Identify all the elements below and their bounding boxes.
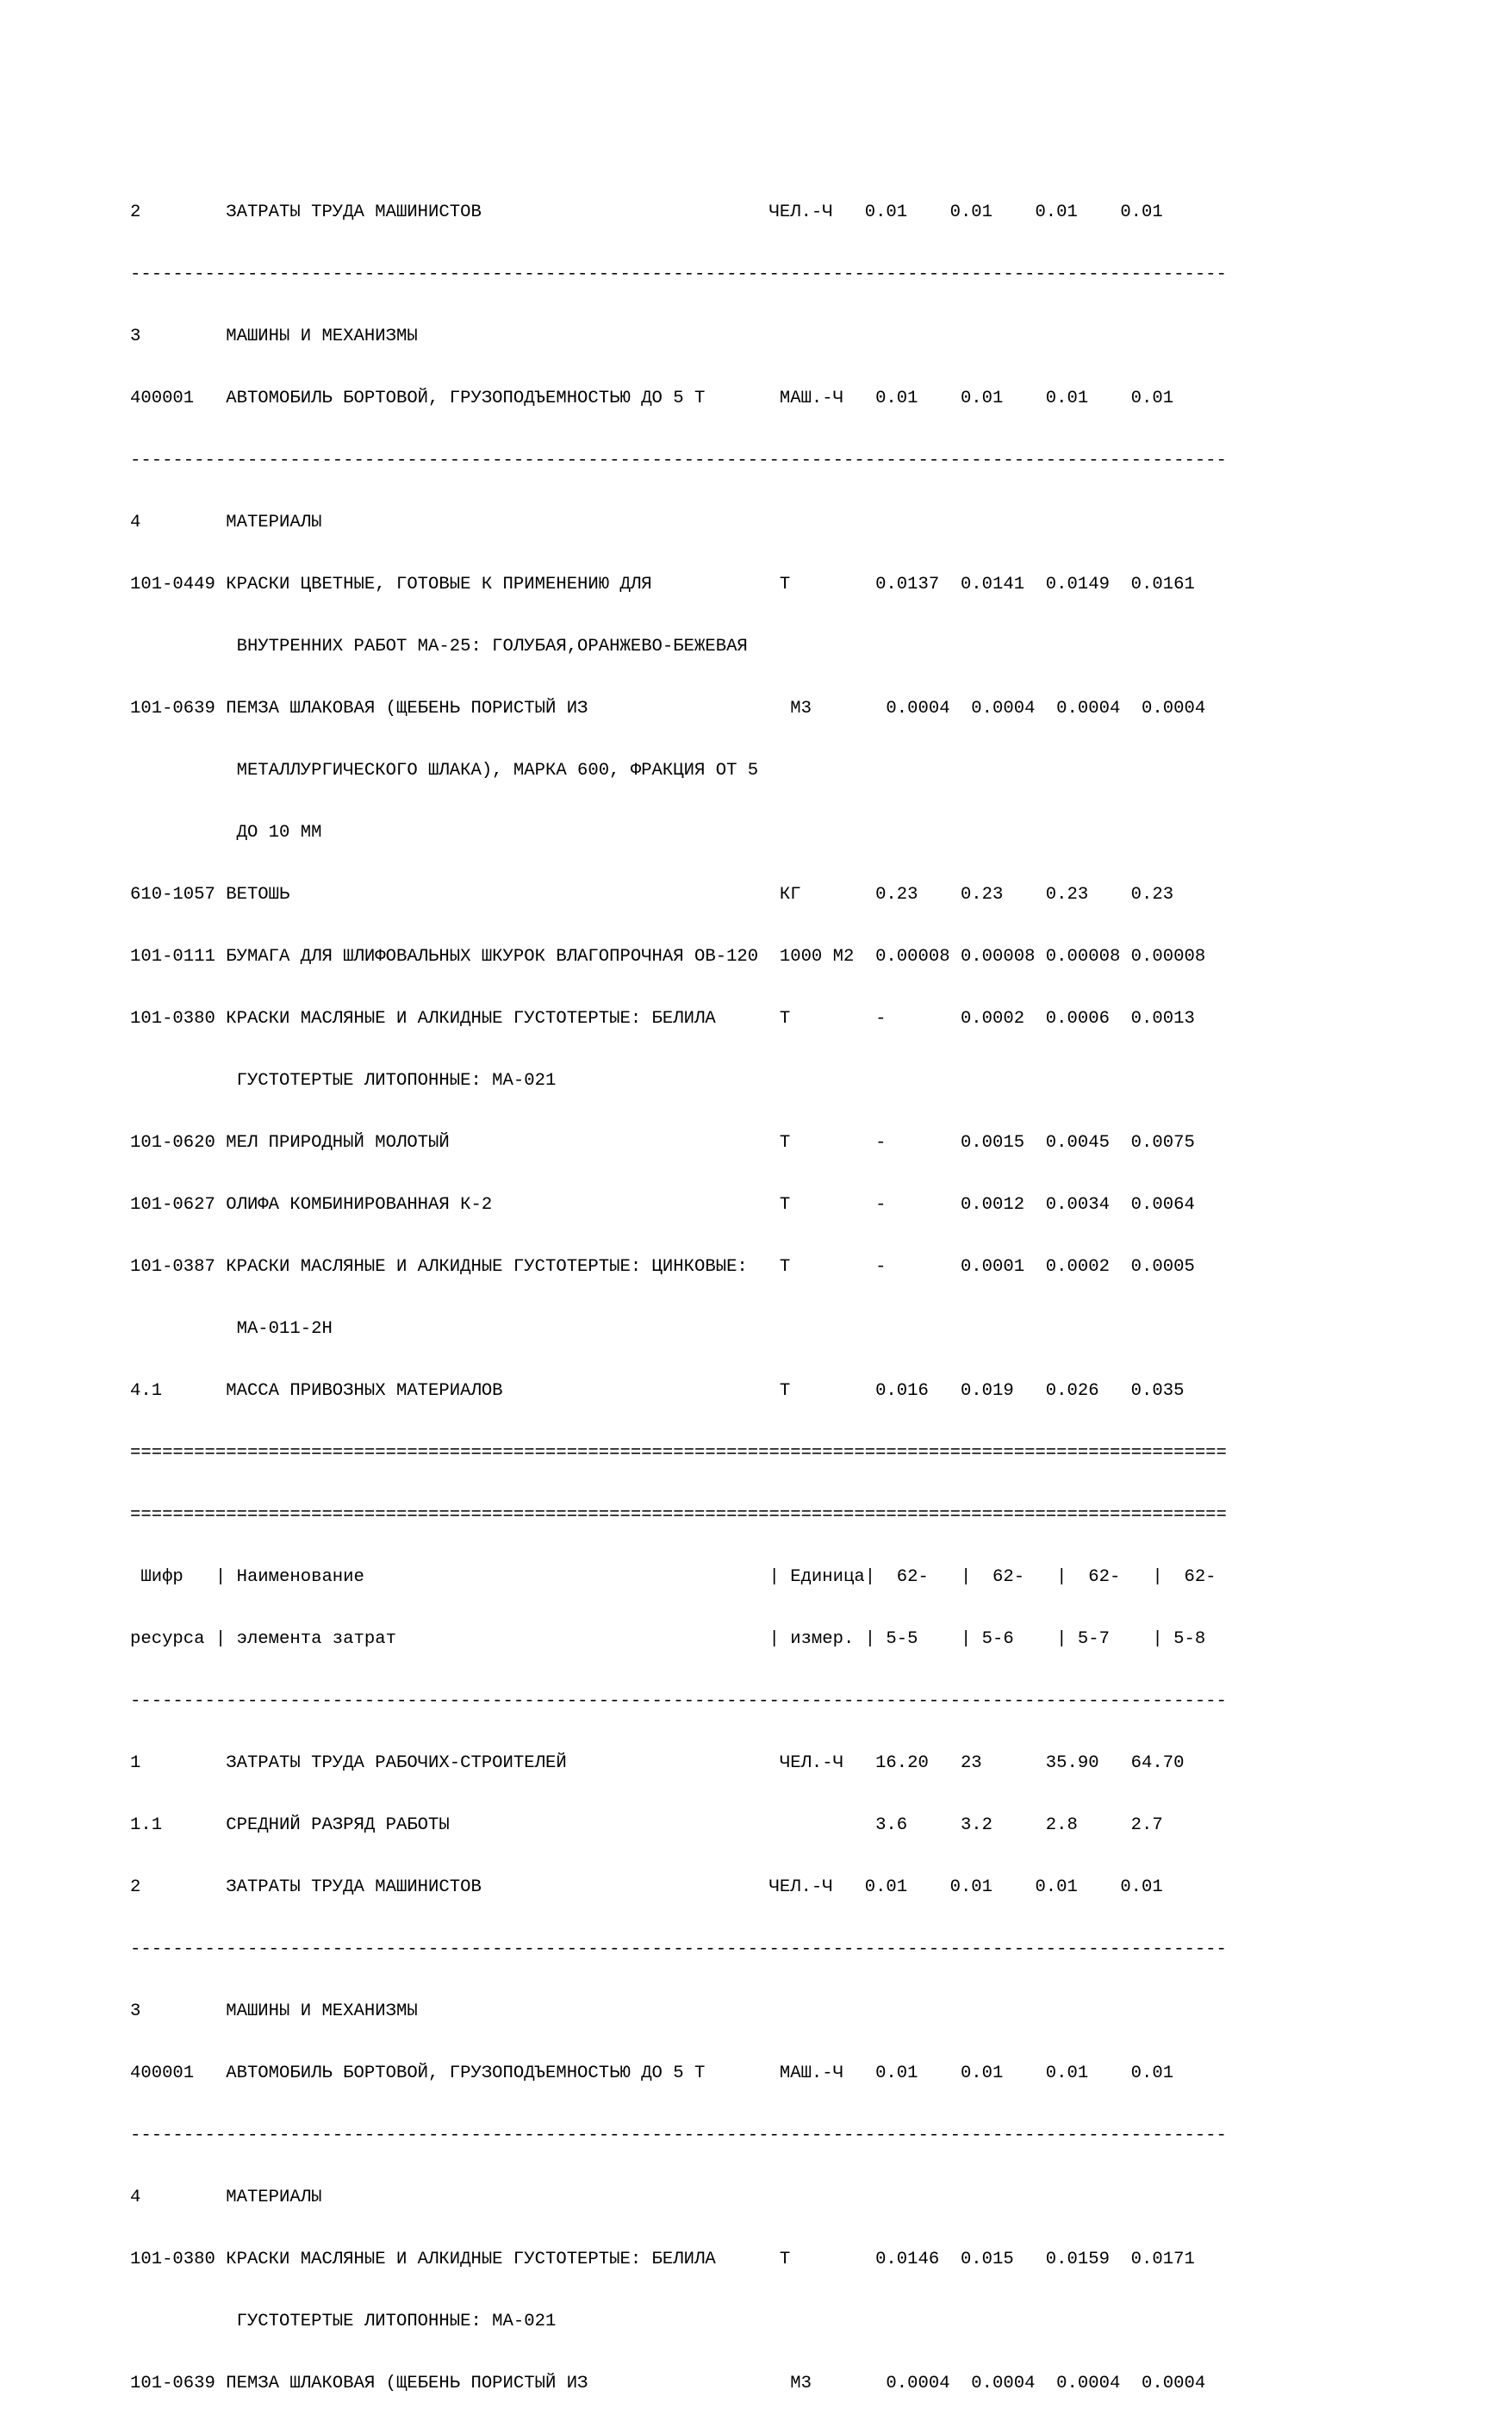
row-truck: 400001 АВТОМОБИЛЬ БОРТОВОЙ, ГРУЗОПОДЪЕМНОСТЬЮ ДО 5 Т МАШ.-Ч 0.01 0.01 0.01 0.01 [130,2063,1174,2083]
row-material: 101-0627 ОЛИФА КОМБИНИРОВАННАЯ К-2 Т - 0.0012 0.0034 0.0064 [130,1195,1195,1215]
row-material-continuation: ДО 10 ММ [130,823,322,843]
separator-dashed: ------------------------------------------------------------------------------------------------------- [130,451,1227,470]
separator-double: ======================================================================================================= [130,1443,1227,1463]
separator-dashed: ------------------------------------------------------------------------------------------------------- [130,1939,1227,1959]
row-material: 101-0111 БУМАГА ДЛЯ ШЛИФОВАЛЬНЫХ ШКУРОК ВЛАГОПРОЧНАЯ ОВ-120 1000 М2 0.00008 0.00008 0.00008 0.00008 [130,947,1206,967]
separator-double: ======================================================================================================= [130,1505,1227,1525]
row-machinists-labor: 2 ЗАТРАТЫ ТРУДА МАШИНИСТОВ ЧЕЛ.-Ч 0.01 0.01 0.01 0.01 [130,202,1163,222]
row-material: 101-0639 ПЕМЗА ШЛАКОВАЯ (ЩЕБЕНЬ ПОРИСТЫЙ ИЗ М3 0.0004 0.0004 0.0004 0.0004 [130,699,1206,719]
row-material-continuation: ВНУТРЕННИХ РАБОТ МА-25: ГОЛУБАЯ,ОРАНЖЕВО-БЕЖЕВАЯ [130,637,748,657]
section-machines: 3 МАШИНЫ И МЕХАНИЗМЫ [130,327,418,346]
section-materials: 4 МАТЕРИАЛЫ [130,513,322,532]
row-material: 101-0380 КРАСКИ МАСЛЯНЫЕ И АЛКИДНЫЕ ГУСТОТЕРТЫЕ: БЕЛИЛА Т - 0.0002 0.0006 0.0013 [130,1009,1195,1029]
row-material-continuation: ГУСТОТЕРТЫЕ ЛИТОПОННЫЕ: МА-021 [130,1071,557,1091]
row-material: 101-0620 МЕЛ ПРИРОДНЫЙ МОЛОТЫЙ Т - 0.0015 0.0045 0.0075 [130,1133,1195,1153]
row-material-continuation: МЕТАЛЛУРГИЧЕСКОГО ШЛАКА), МАРКА 600, ФРАКЦИЯ ОТ 5 [130,761,759,781]
section-machines: 3 МАШИНЫ И МЕХАНИЗМЫ [130,2001,418,2021]
separator-dashed: ------------------------------------------------------------------------------------------------------- [130,265,1227,284]
separator-dashed: ------------------------------------------------------------------------------------------------------- [130,1691,1227,1711]
row-material: 101-0449 КРАСКИ ЦВЕТНЫЕ, ГОТОВЫЕ К ПРИМЕНЕНИЮ ДЛЯ Т 0.0137 0.0141 0.0149 0.0161 [130,575,1195,594]
row-material: 101-0639 ПЕМЗА ШЛАКОВАЯ (ЩЕБЕНЬ ПОРИСТЫЙ ИЗ М3 0.0004 0.0004 0.0004 0.0004 [130,2374,1206,2393]
section-materials: 4 МАТЕРИАЛЫ [130,2188,322,2207]
row-truck: 400001 АВТОМОБИЛЬ БОРТОВОЙ, ГРУЗОПОДЪЕМНОСТЬЮ ДО 5 Т МАШ.-Ч 0.01 0.01 0.01 0.01 [130,389,1174,408]
row-machinists-labor: 2 ЗАТРАТЫ ТРУДА МАШИНИСТОВ ЧЕЛ.-Ч 0.01 0.01 0.01 0.01 [130,1877,1163,1897]
row-workers-labor: 1 ЗАТРАТЫ ТРУДА РАБОЧИХ-СТРОИТЕЛЕЙ ЧЕЛ.-Ч 16.20 23 35.90 64.70 [130,1753,1185,1773]
row-material-continuation: МА-011-2Н [130,1319,333,1339]
row-material-continuation: ГУСТОТЕРТЫЕ ЛИТОПОННЫЕ: МА-021 [130,2312,557,2331]
separator-dashed: ------------------------------------------------------------------------------------------------------- [130,2126,1227,2145]
row-materials-mass: 4.1 МАССА ПРИВОЗНЫХ МАТЕРИАЛОВ Т 0.016 0.019 0.026 0.035 [130,1381,1185,1401]
table-header-row-2: ресурса | элемента затрат | измер. | 5-5 | 5-6 | 5-7 | 5-8 [130,1629,1206,1649]
row-material: 101-0387 КРАСКИ МАСЛЯНЫЕ И АЛКИДНЫЕ ГУСТОТЕРТЫЕ: ЦИНКОВЫЕ: Т - 0.0001 0.0002 0.0005 [130,1257,1195,1277]
table-header-row-1: Шифр | Наименование | Единица| 62- | 62- | 62- | 62- [130,1567,1216,1587]
estimate-document [130,161,1227,2415]
row-material: 610-1057 ВЕТОШЬ КГ 0.23 0.23 0.23 0.23 [130,885,1174,905]
row-average-grade: 1.1 СРЕДНИЙ РАЗРЯД РАБОТЫ 3.6 3.2 2.8 2.7 [130,1815,1163,1835]
row-material: 101-0380 КРАСКИ МАСЛЯНЫЕ И АЛКИДНЫЕ ГУСТОТЕРТЫЕ: БЕЛИЛА Т 0.0146 0.015 0.0159 0.0171 [130,2250,1195,2269]
